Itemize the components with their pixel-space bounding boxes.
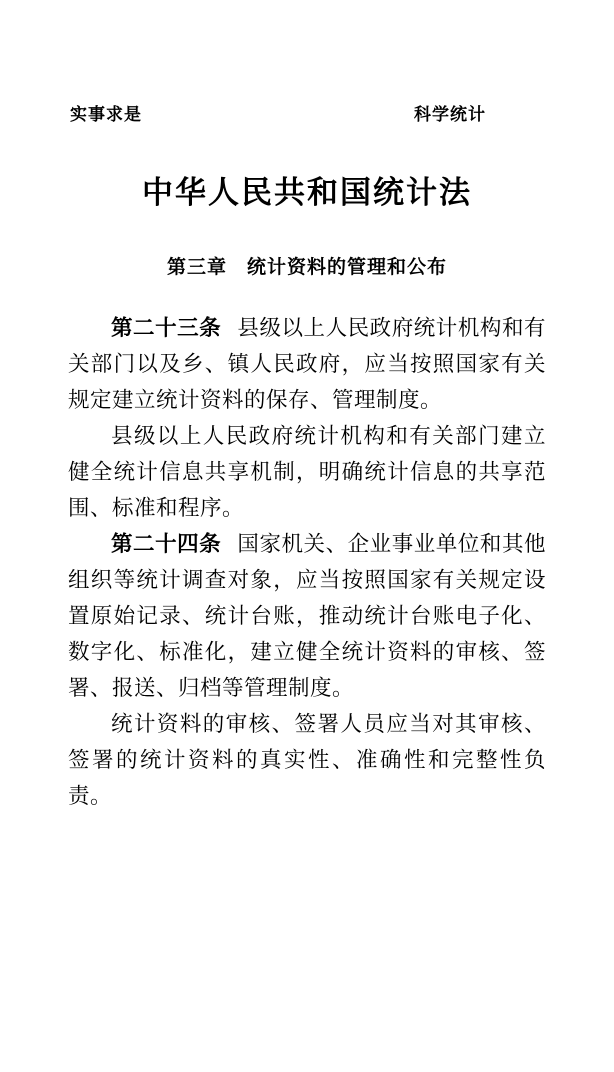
running-head: [68, 100, 546, 125]
page-title: 中华人民共和国统计法: [142, 175, 472, 211]
document-page: [0, 100, 614, 1072]
paragraph-text: 国家机关、企业事业单位和其他组织等统计调查对象，应当按照国家有关规定设置原始记录、统计台账，推动统计台账电子化、数字化、标准化，建立健全统计资料的审核、签署、报送、归档等管理制度。: [68, 532, 546, 701]
paragraph-text: 统计资料的审核、签署人员应当对其审核、签署的统计资料的真实性、准确性和完整性负责。: [68, 712, 546, 809]
paragraph-article-24-continued: [68, 707, 546, 815]
article-label: 第二十四条: [111, 532, 222, 557]
running-head-right: 科学统计: [414, 105, 486, 125]
chapter-heading: 第三章 统计资料的管理和公布: [166, 256, 447, 278]
paragraph-text: 县级以上人民政府统计机构和有关部门建立健全统计信息共享机制，明确统计信息的共享范围、标准和程序。: [68, 424, 546, 521]
paragraph-article-23-continued: [68, 419, 546, 527]
paragraph-article-24: [68, 527, 546, 707]
paragraph-article-23: [68, 311, 546, 419]
running-head-left: 实事求是: [70, 105, 142, 125]
paragraph-text: 县级以上人民政府统计机构和有关部门以及乡、镇人民政府，应当按照国家有关规定建立统计资料的保存、管理制度。: [68, 316, 546, 413]
body-text: [68, 311, 546, 815]
article-label: 第二十三条: [111, 316, 222, 341]
